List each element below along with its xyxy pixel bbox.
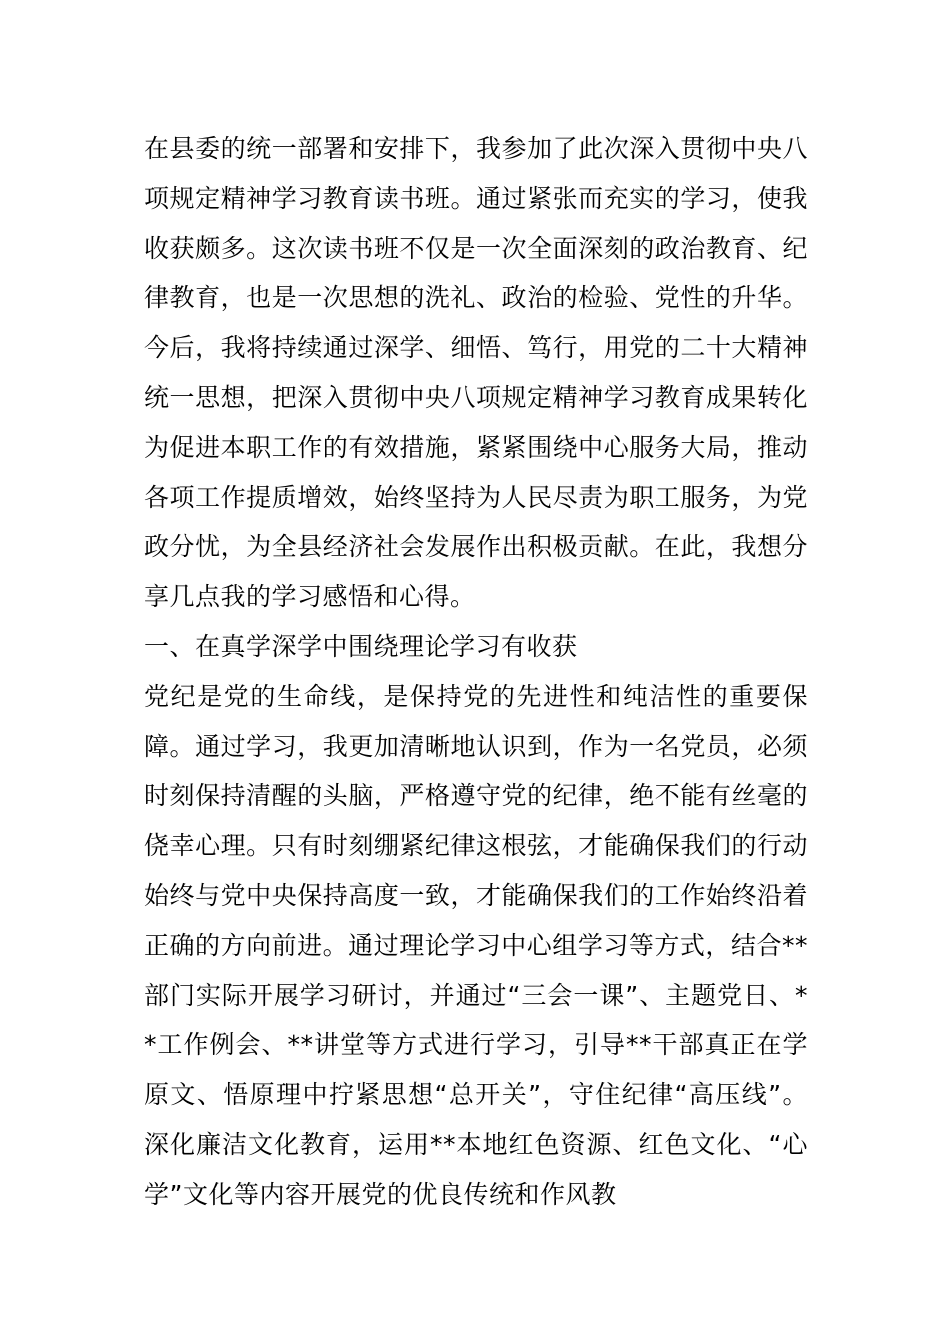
document-body xyxy=(144,124,808,1220)
intro-paragraph: 在县委的统一部署和安排下，我参加了此次深入贯彻中央八项规定精神学习教育读书班。通过紧张而充实的学习，使我收获颇多。这次读书班不仅是一次全面深刻的政治教育、纪律教育，也是一次思想的洗礼、政治的检验、党性的升华。今后，我将持续通过深学、细悟、笃行，用党的二十大精神统一思想，把深入贯彻中央八项规定精神学习教育成果转化为促进本职工作的有效措施，紧紧围绕中心服务大局，推动各项工作提质增效，始终坚持为人民尽责为职工服务，为党政分忧，为全县经济社会发展作出积极贡献。在此，我想分享几点我的学习感悟和心得。 xyxy=(144,134,808,612)
section-heading: 一、在真学深学中围绕理论学习有收获 xyxy=(144,631,578,661)
section-paragraph: 党纪是党的生命线，是保持党的先进性和纯洁性的重要保障。通过学习，我更加清晰地认识到，作为一名党员，必须时刻保持清醒的头脑，严格遵守党的纪律，绝不能有丝毫的侥幸心理。只有时刻绷紧纪律这根弦，才能确保我们的行动始终与党中央保持高度一致，才能确保我们的工作始终沿着正确的方向前进。通过理论学习中心组学习等方式，结合**部门实际开展学习研讨，并通过“三会一课”、主题党日、**工作例会、**讲堂等方式进行学习，引导**干部真正在学原文、悟原理中拧紧思想“总开关”，守住纪律“高压线”。深化廉洁文化教育，运用**本地红色资源、红色文化、“心学”文化等内容开展党的优良传统和作风教 xyxy=(144,681,808,1209)
